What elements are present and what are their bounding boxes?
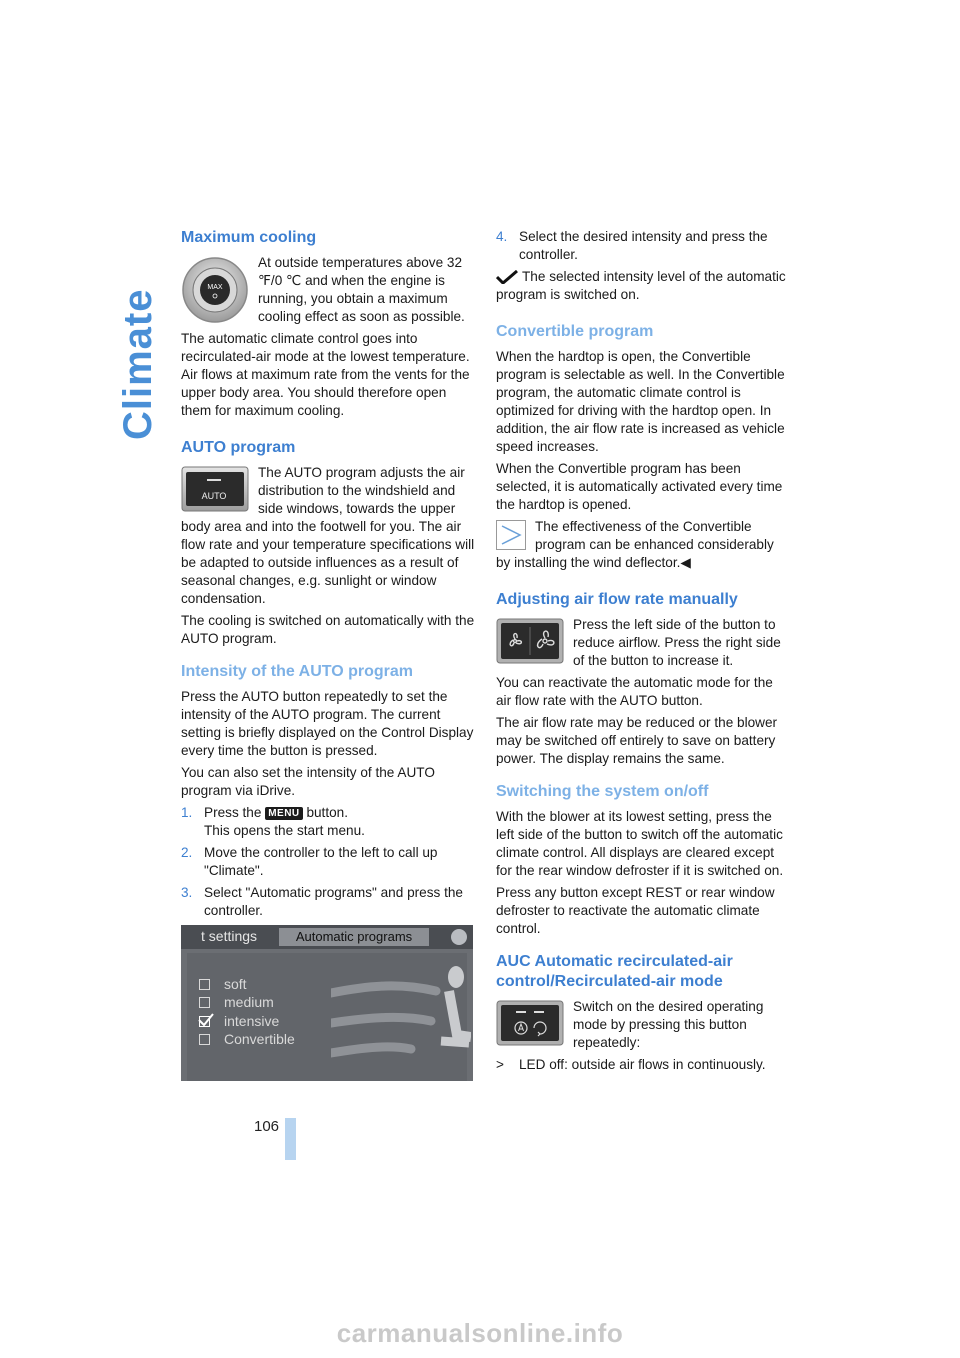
watermark: carmanualsonline.info — [336, 1318, 624, 1348]
heading-auc: AUC Automatic recirculated-air control/Recirculated-air mode — [496, 953, 733, 990]
end-check-icon — [496, 270, 518, 284]
section-airflow — [496, 590, 790, 768]
page-bar — [285, 1118, 296, 1160]
airflow-seat-illustration — [331, 965, 471, 1075]
airflow-text-2: You can reactivate the automatic mode for the air flow rate with the AUTO button. — [496, 675, 773, 708]
auc-bullet-1: > LED off: outside air flows in continuously. — [496, 1057, 766, 1072]
section-auto-program — [181, 438, 475, 648]
airflow-text-3: The air flow rate may be reduced or the blower may be switched off entirely to save on battery power. The display remains the same. — [496, 715, 778, 766]
section-maximum-cooling — [181, 228, 475, 424]
onoff-text-2: Press any button except REST or rear window defroster to reactivate the automatic climate control. — [496, 885, 775, 936]
auc-button-icon — [496, 1000, 564, 1046]
step-1: 1. Press the MENU button. This opens the start menu. — [181, 805, 365, 838]
svg-text:MAX: MAX — [207, 284, 223, 291]
option-convertible: Convertible — [199, 1031, 295, 1047]
heading-auto-program: AUTO program — [181, 439, 296, 456]
heading-on-off: Switching the system on/off — [496, 783, 709, 800]
note-arrow-icon — [496, 520, 526, 550]
max-text-1: At outside temperatures above 32 ℉/0 ℃ and when the engine is running, you obtain a maximum cooling effect as soon as possible. — [258, 255, 465, 324]
right-column — [496, 228, 790, 1088]
convertible-text-2: When the Convertible program has been selected, it is automatically activated every time the hardtop is opened. — [496, 461, 783, 512]
airflow-text-1: Press the left side of the button to reduce airflow. Press the right side of the button to increase it. — [573, 617, 781, 668]
auto-text-2: The cooling is switched on automatically with the AUTO program. — [181, 613, 475, 646]
page-number: 106 — [254, 1118, 280, 1135]
step-3: 3. Select "Automatic programs" and press the controller. — [181, 885, 463, 918]
step-4: 4. Select the desired intensity and press the controller. — [496, 229, 768, 262]
menu-key-icon: MENU — [265, 807, 302, 820]
tab-settings: t settings — [201, 928, 258, 944]
auc-text-1: Switch on the desired operating mode by pressing this button repeatedly: — [573, 999, 764, 1050]
section-auc — [496, 952, 790, 1074]
section-intensity — [181, 662, 475, 920]
intensity-text-1: Press the AUTO button repeatedly to set the intensity of the AUTO program. The current setting is briefly displayed on the Control Display every time the button is pressed. — [181, 689, 474, 758]
chapter-title: Climate — [116, 288, 160, 440]
option-soft: soft — [199, 976, 247, 992]
heading-maximum-cooling: Maximum cooling — [181, 229, 317, 246]
section-convertible — [496, 322, 790, 576]
max-text-2: The automatic climate control goes into recirculated-air mode at the lowest temperature. Air flows at maximum rate from the vents for the upper body area. You should therefore open them for maximum cooling. — [181, 331, 470, 418]
tab-automatic-programs: Automatic programs — [279, 928, 429, 946]
heading-convertible: Convertible program — [496, 323, 654, 340]
svg-text:AUTO: AUTO — [201, 491, 227, 501]
checkmark-icon — [198, 1013, 214, 1027]
step-2: 2. Move the controller to the left to call up "Climate". — [181, 845, 438, 878]
auto-text-1: The AUTO program adjusts the air distribution to the windshield and side windows, towards the upper body area and into the footwell for you. The air flow rate and your temperature specifications will be adapted to outside influences as a result of seasonal changes, e.g. sunlight or window condensation. — [181, 465, 475, 606]
max-button-icon — [181, 256, 249, 324]
control-display-screenshot — [181, 925, 473, 1081]
convertible-text-1: When the hardtop is open, the Convertible program is selectable as well. In the Convertible program, the automatic climate control is optimized for driving with the hardtop open. In addition, the air flow rate is increased as vehicle speed increases. — [496, 349, 785, 454]
check-result: The selected intensity level of the automatic program is switched on. — [496, 269, 786, 302]
section-on-off — [496, 782, 790, 938]
intensity-text-2: You can also set the intensity of the AUTO program via iDrive. — [181, 765, 435, 798]
auto-button-icon — [181, 466, 249, 512]
controller-icon — [451, 929, 467, 945]
fan-button-icon — [496, 618, 564, 664]
option-intensive: intensive — [199, 1013, 279, 1029]
option-medium: medium — [199, 994, 274, 1010]
onoff-text-1: With the blower at its lowest setting, press the left side of the button to switch off the automatic climate control. All displays are cleared except for the rear window defroster if it is switched on. — [496, 809, 784, 878]
heading-airflow: Adjusting air flow rate manually — [496, 591, 738, 608]
left-column — [181, 228, 475, 934]
convertible-note: The effectiveness of the Convertible program can be enhanced considerably by installing the wind deflector.◀ — [496, 519, 774, 570]
heading-intensity: Intensity of the AUTO program — [181, 663, 414, 680]
